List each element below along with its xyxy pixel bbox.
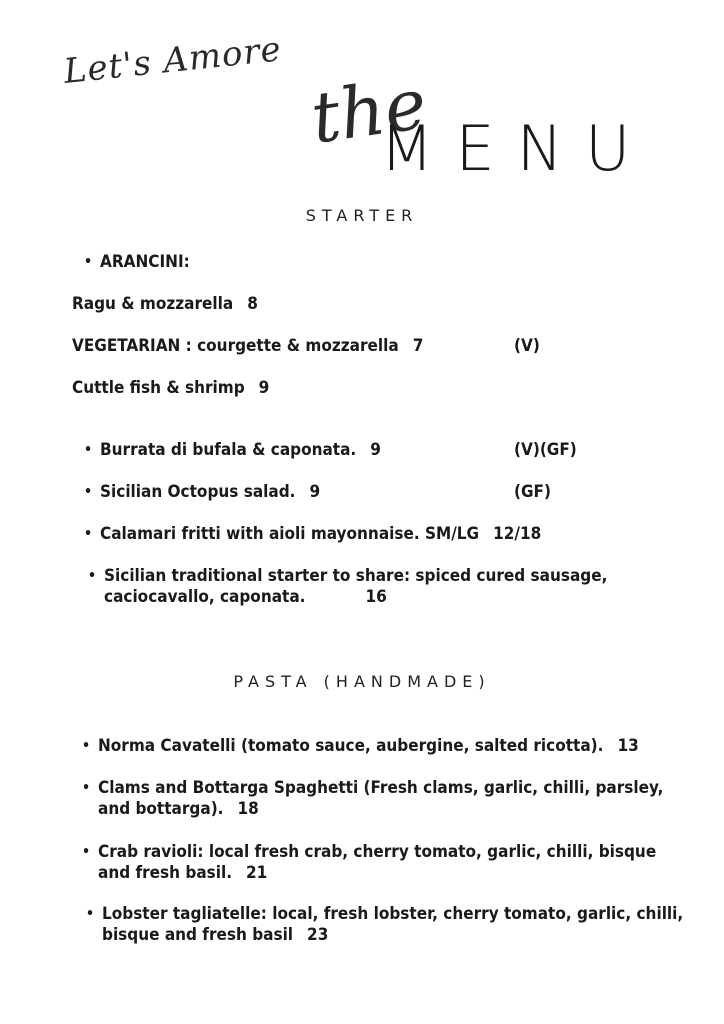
- starter-item-sharing-platter: [104, 566, 680, 608]
- item-name: Clams and Bottarga Spaghetti (Fresh clams, garlic, chilli, parsley, and bottarga).: [98, 778, 664, 819]
- item-price: 13: [617, 736, 639, 756]
- pasta-item-lobster: [102, 904, 688, 946]
- item-price: 8: [247, 294, 258, 314]
- arancini-label: [100, 252, 190, 273]
- pasta-item-clams: [98, 778, 668, 820]
- item-name: Cuttle fish & shrimp: [72, 378, 245, 398]
- item-price: 9: [258, 378, 270, 398]
- arancini-item-ragu: [72, 294, 258, 315]
- pasta-item-crab-ravioli: [98, 842, 688, 884]
- item-price: 7: [412, 336, 424, 356]
- arancini-item-cuttlefish: [72, 378, 269, 399]
- item-price: 9: [309, 482, 321, 502]
- title-script-the: the: [306, 62, 432, 160]
- diet-tag: (V)(GF): [514, 440, 577, 460]
- item-name: Calamari fritti with aioli mayonnaise. SM/LG: [100, 524, 480, 544]
- starter-item-calamari: [100, 524, 541, 545]
- item-name: Burrata di bufala & caponata.: [100, 440, 357, 460]
- brand-logo-text: Let's Amore: [61, 29, 284, 92]
- diet-tag: (GF): [514, 482, 551, 502]
- item-name: Norma Cavatelli (tomato sauce, aubergine, salted ricotta).: [98, 736, 604, 756]
- item-price: 21: [246, 863, 268, 883]
- page-title: MENU: [380, 112, 653, 185]
- item-name: Sicilian traditional starter to share: spiced cured sausage, caciocavallo, caponata.: [104, 566, 608, 607]
- item-price: 23: [307, 925, 329, 945]
- arancini-label-text: ARANCINI:: [100, 252, 190, 272]
- pasta-item-norma: [98, 736, 688, 757]
- starter-item-octopus: [100, 482, 320, 503]
- item-name: VEGETARIAN : courgette & mozzarella: [72, 336, 399, 356]
- starter-item-burrata: [100, 440, 381, 461]
- item-name: Lobster tagliatelle: local, fresh lobster, cherry tomato, garlic, chilli, bisque and fresh basil: [102, 904, 684, 945]
- item-name: Crab ravioli: local fresh crab, cherry tomato, garlic, chilli, bisque and fresh basil.: [98, 842, 657, 883]
- item-price: 9: [370, 440, 381, 460]
- diet-tag: (V): [514, 336, 540, 356]
- item-name: Sicilian Octopus salad.: [100, 482, 296, 502]
- item-price: 12/18: [493, 524, 542, 544]
- section-heading-pasta: PASTA (HANDMADE): [233, 672, 491, 691]
- item-price: 18: [237, 799, 259, 819]
- item-price: 16: [365, 587, 387, 607]
- item-name: Ragu & mozzarella: [72, 294, 234, 314]
- arancini-item-vegetarian: [72, 336, 423, 357]
- section-heading-starter: STARTER: [305, 206, 419, 225]
